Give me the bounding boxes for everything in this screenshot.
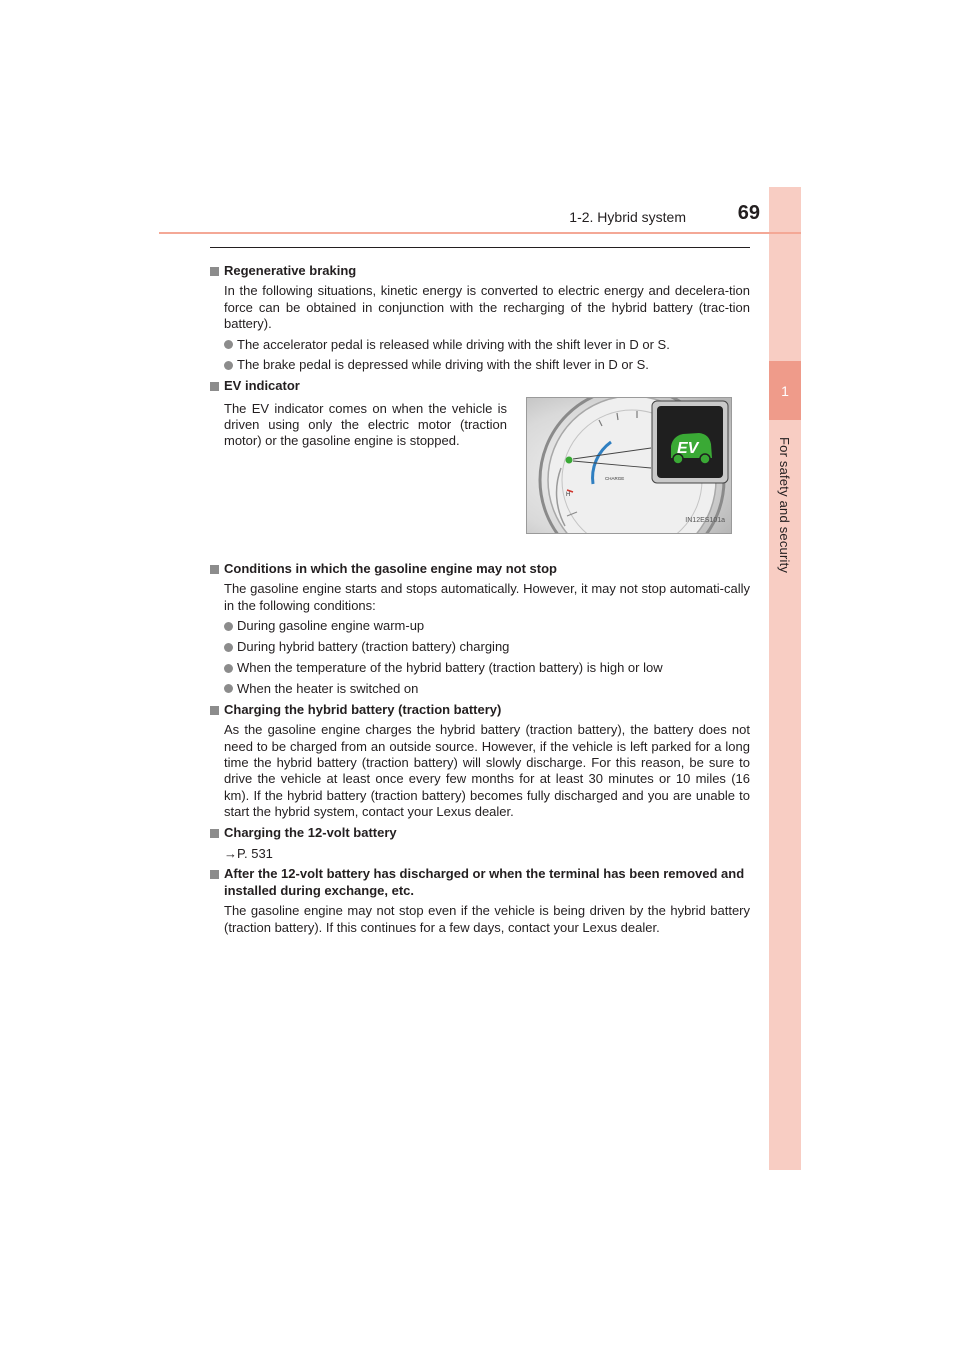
figure-code: IN12ES101a bbox=[685, 517, 725, 525]
header-rule bbox=[159, 232, 801, 234]
heading-regenerative-braking: Regenerative braking bbox=[209, 263, 750, 279]
paragraph-charging-hybrid-battery: As the gasoline engine charges the hybrid battery (traction battery), the battery does not need to be charged from an outside source. However, if the vehicle is left parked for a long time the hybrid battery (traction battery) will slowly discharge. For this reason, be sure to drive the vehicle at least once every few months for at least 30 minutes or 10 miles (16 km). If the hybrid battery (traction battery) becomes fully discharged and you are unable to start the hybrid system, contact your Lexus dealer. bbox=[224, 722, 750, 819]
bullet-item: When the heater is switched on bbox=[209, 681, 750, 697]
ev-indicator-figure bbox=[526, 397, 732, 534]
bullet-item: The accelerator pedal is released while driving with the shift lever in D or S. bbox=[209, 337, 750, 353]
heading-charging-12v-battery: Charging the 12-volt battery bbox=[209, 825, 750, 841]
bullet-item: When the temperature of the hybrid battery (traction battery) is high or low bbox=[209, 660, 750, 676]
gauge-mark: H bbox=[566, 491, 571, 498]
chapter-number: 1 bbox=[769, 361, 801, 420]
heading-engine-may-not-stop: Conditions in which the gasoline engine may not stop bbox=[209, 561, 750, 577]
page-number: 69 bbox=[737, 202, 760, 224]
paragraph-regenerative-braking: In the following situations, kinetic energy is converted to electric energy and decelera-tion force can be obtained in conjunction with the recharging of the hybrid battery (trac-tion battery). bbox=[224, 283, 750, 331]
bullet-item: During gasoline engine warm-up bbox=[209, 618, 750, 634]
paragraph-engine-may-not-stop: The gasoline engine starts and stops automatically. However, it may not stop automati-cally in the following conditions: bbox=[224, 581, 750, 613]
gauge-label: CHARGE bbox=[605, 475, 625, 481]
content-rule bbox=[210, 247, 750, 248]
paragraph-ev-indicator: The EV indicator comes on when the vehicle is driven using only the electric motor (traction motor) or the gasoline engine is stopped. bbox=[224, 400, 507, 449]
bullet-item: The brake pedal is depressed while driving with the shift lever in D or S. bbox=[209, 357, 750, 373]
ev-indicator-label: EV bbox=[677, 439, 699, 457]
paragraph-after-12v-discharge: The gasoline engine may not stop even if the vehicle is being driven by the hybrid battery (traction battery). If this continues for a few days, contact your Lexus dealer. bbox=[224, 903, 750, 935]
chapter-title: For safety and security bbox=[777, 437, 792, 574]
chapter-side-tab bbox=[769, 187, 801, 1170]
section-title: 1-2. Hybrid system bbox=[569, 209, 686, 225]
heading-ev-indicator: EV indicator bbox=[209, 378, 750, 394]
heading-after-12v-discharge: After the 12-volt battery has discharged or when the terminal has been removed and installed during exchange, etc. bbox=[209, 866, 750, 899]
ev-indicator-row bbox=[209, 401, 750, 534]
page-content bbox=[209, 258, 750, 936]
bullet-item: During hybrid battery (traction battery) charging bbox=[209, 639, 750, 655]
page-reference-link[interactable]: →P. 531 bbox=[224, 845, 273, 861]
heading-charging-hybrid-battery: Charging the hybrid battery (traction battery) bbox=[209, 702, 750, 718]
